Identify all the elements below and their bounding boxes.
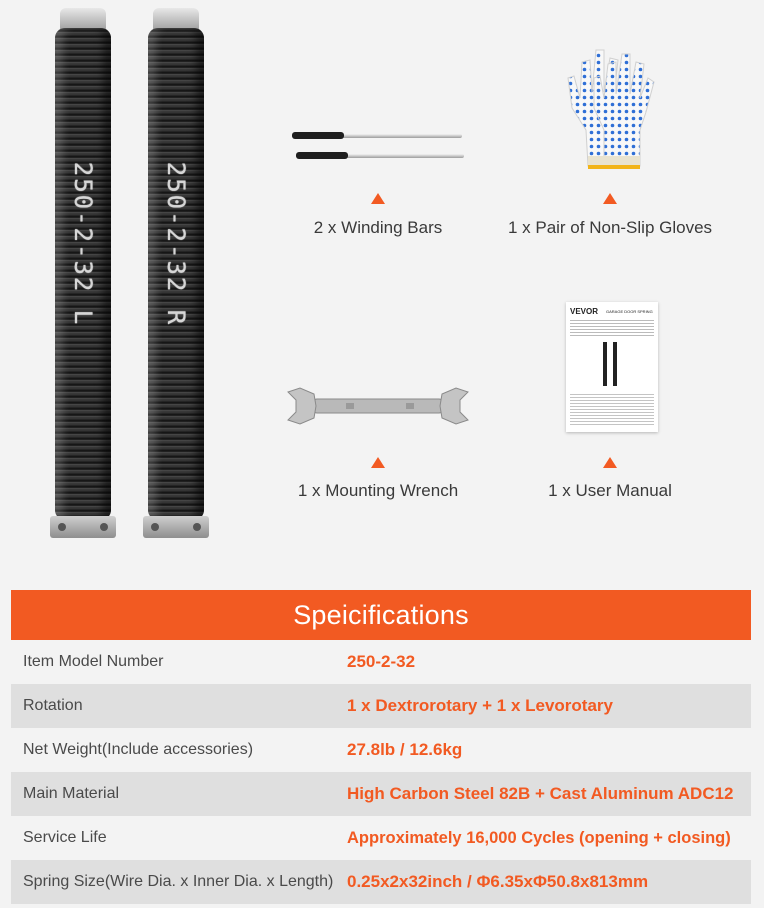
pointer-triangle-icon [603,457,617,468]
spring-coil [55,28,111,520]
spec-value: 27.8lb / 12.6kg [347,740,463,759]
spring-marking: 250-2-32 L [69,162,97,327]
gloves-label: 1 x Pair of Non-Slip Gloves [507,218,713,237]
spec-value: Approximately 16,000 Cycles (opening + closing) [347,829,731,847]
spring-base-plate [143,516,209,538]
wrench-icon [286,386,470,426]
left-torsion-spring [50,8,116,538]
spec-label: Main Material [23,785,120,802]
spec-label: Rotation [23,697,83,714]
spec-row-weight [11,728,751,772]
manual-brand: VEVOR [570,307,599,316]
spec-label: Net Weight(Include accessories) [23,741,254,758]
spec-title: Speicifications [11,590,751,640]
pointer-triangle-icon [371,193,385,204]
manual-label: 1 x User Manual [548,481,672,500]
pointer-triangle-icon [603,193,617,204]
manual-title: GARAGE DOOR SPRING [606,309,653,314]
spring-coil [148,28,204,520]
wrench-label: 1 x Mounting Wrench [297,481,459,500]
spec-label: Item Model Number [23,653,164,670]
right-torsion-spring [143,8,209,538]
spec-value: High Carbon Steel 82B + Cast Aluminum ADC12 [347,784,734,803]
spec-value: 1 x Dextrorotary + 1 x Levorotary [347,696,613,715]
spec-row-model [11,640,751,684]
spec-value: 0.25x2x32inch / Φ6.35xΦ50.8x813mm [347,872,649,891]
spec-label: Service Life [23,829,107,846]
spec-row-material [11,772,751,816]
user-manual-image [566,302,658,432]
spring-marking: 250-2-32 R [162,162,190,327]
spec-row-spring-size [11,860,751,904]
spec-row-rotation [11,684,751,728]
winding-bars-label: 2 x Winding Bars [313,218,443,237]
spec-row-service-life [11,816,751,860]
gloves-icon [560,38,660,174]
spec-value: 250-2-32 [347,652,416,671]
spring-base-plate [50,516,116,538]
pointer-triangle-icon [371,457,385,468]
spec-label: Spring Size(Wire Dia. x Inner Dia. x Length) [23,873,334,890]
